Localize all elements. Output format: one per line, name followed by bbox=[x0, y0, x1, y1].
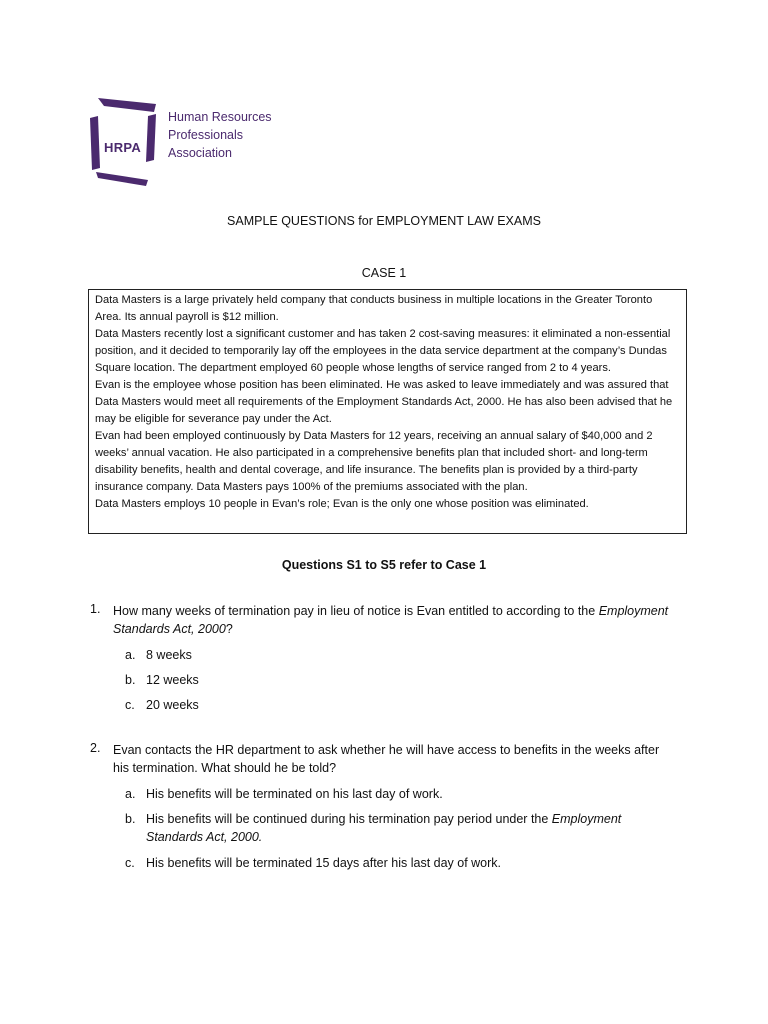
questions-heading: Questions S1 to S5 refer to Case 1 bbox=[281, 558, 487, 572]
answer-option bbox=[125, 854, 645, 872]
answer-option bbox=[125, 646, 645, 664]
option-text: 12 weeks bbox=[146, 673, 199, 687]
answer-option bbox=[125, 671, 645, 689]
logo-abbreviation: HRPA bbox=[104, 140, 142, 155]
option-label: a. bbox=[125, 787, 136, 801]
question-text: How many weeks of termination pay in lieu of notice is Evan entitled to according to the Employment Standards Act, 2000? bbox=[113, 604, 669, 636]
hrpa-logo bbox=[88, 96, 288, 186]
answer-option bbox=[125, 785, 645, 803]
option-text: 8 weeks bbox=[146, 648, 192, 662]
case-paragraph: Data Masters employs 10 people in Evan’s role; Evan is the only one whose position was eliminated. bbox=[95, 498, 589, 510]
case-paragraph: Data Masters is a large privately held company that conducts business in multiple locations in the Greater Toronto Area. Its annual payroll is $12 million. bbox=[95, 294, 653, 323]
case-paragraph: Evan had been employed continuously by Data Masters for 12 years, receiving an annual salary of $40,000 and 2 weeks’ annual vacation. He also participated in a comprehensive benefits plan that included short- and long-term disability benefits, health and dental coverage, and life insurance. The benefits plan is provided by a third-party insurance company. Data Masters pays 100% of the premiums associated with the plan. bbox=[95, 430, 653, 493]
document-title: SAMPLE QUESTIONS for EMPLOYMENT LAW EXAMS bbox=[227, 214, 541, 228]
option-label: c. bbox=[125, 856, 135, 870]
logo-name-line: Human Resources bbox=[168, 110, 272, 124]
answer-option bbox=[125, 810, 645, 846]
option-label: c. bbox=[125, 698, 135, 712]
answer-option bbox=[125, 696, 645, 714]
question-1 bbox=[90, 602, 670, 712]
question-number: 2. bbox=[90, 741, 101, 755]
case-description-box bbox=[88, 289, 687, 534]
option-text: His benefits will be terminated on his last day of work. bbox=[146, 787, 443, 801]
logo-name-line: Association bbox=[168, 146, 232, 160]
case-paragraph: Data Masters recently lost a significant customer and has taken 2 cost-saving measures: it eliminated a non-essential position, and it decided to temporarily lay off the employees in the data service department at the company’s Dundas Square location. The department employed 60 people whose lengths of service ranged from 2 to 4 years. bbox=[95, 328, 671, 374]
option-label: a. bbox=[125, 648, 136, 662]
question-2 bbox=[90, 741, 670, 870]
question-number: 1. bbox=[90, 602, 101, 616]
option-text: His benefits will be terminated 15 days after his last day of work. bbox=[146, 856, 502, 870]
case-paragraph: Evan is the employee whose position has been eliminated. He was asked to leave immediately and was assured that Data Masters would meet all requirements of the Employment Standards Act, 2000. He has also been advised that he may be eligible for severance pay under the Act. bbox=[95, 379, 673, 425]
act-title: Employment Standards Act, 2000 bbox=[113, 604, 669, 636]
act-title: Employment Standards Act, 2000. bbox=[146, 812, 622, 844]
question-text: Evan contacts the HR department to ask whether he will have access to benefits in the weeks after his termination. What should he be told? bbox=[113, 743, 660, 775]
option-text: His benefits will be continued during his termination pay period under the Employment Standards Act, 2000. bbox=[146, 812, 622, 844]
logo-organization-name bbox=[168, 108, 272, 162]
case-title: CASE 1 bbox=[361, 266, 407, 280]
logo-name-line: Professionals bbox=[168, 128, 244, 142]
option-text: 20 weeks bbox=[146, 698, 199, 712]
option-label: b. bbox=[125, 673, 136, 687]
option-label: b. bbox=[125, 812, 136, 826]
